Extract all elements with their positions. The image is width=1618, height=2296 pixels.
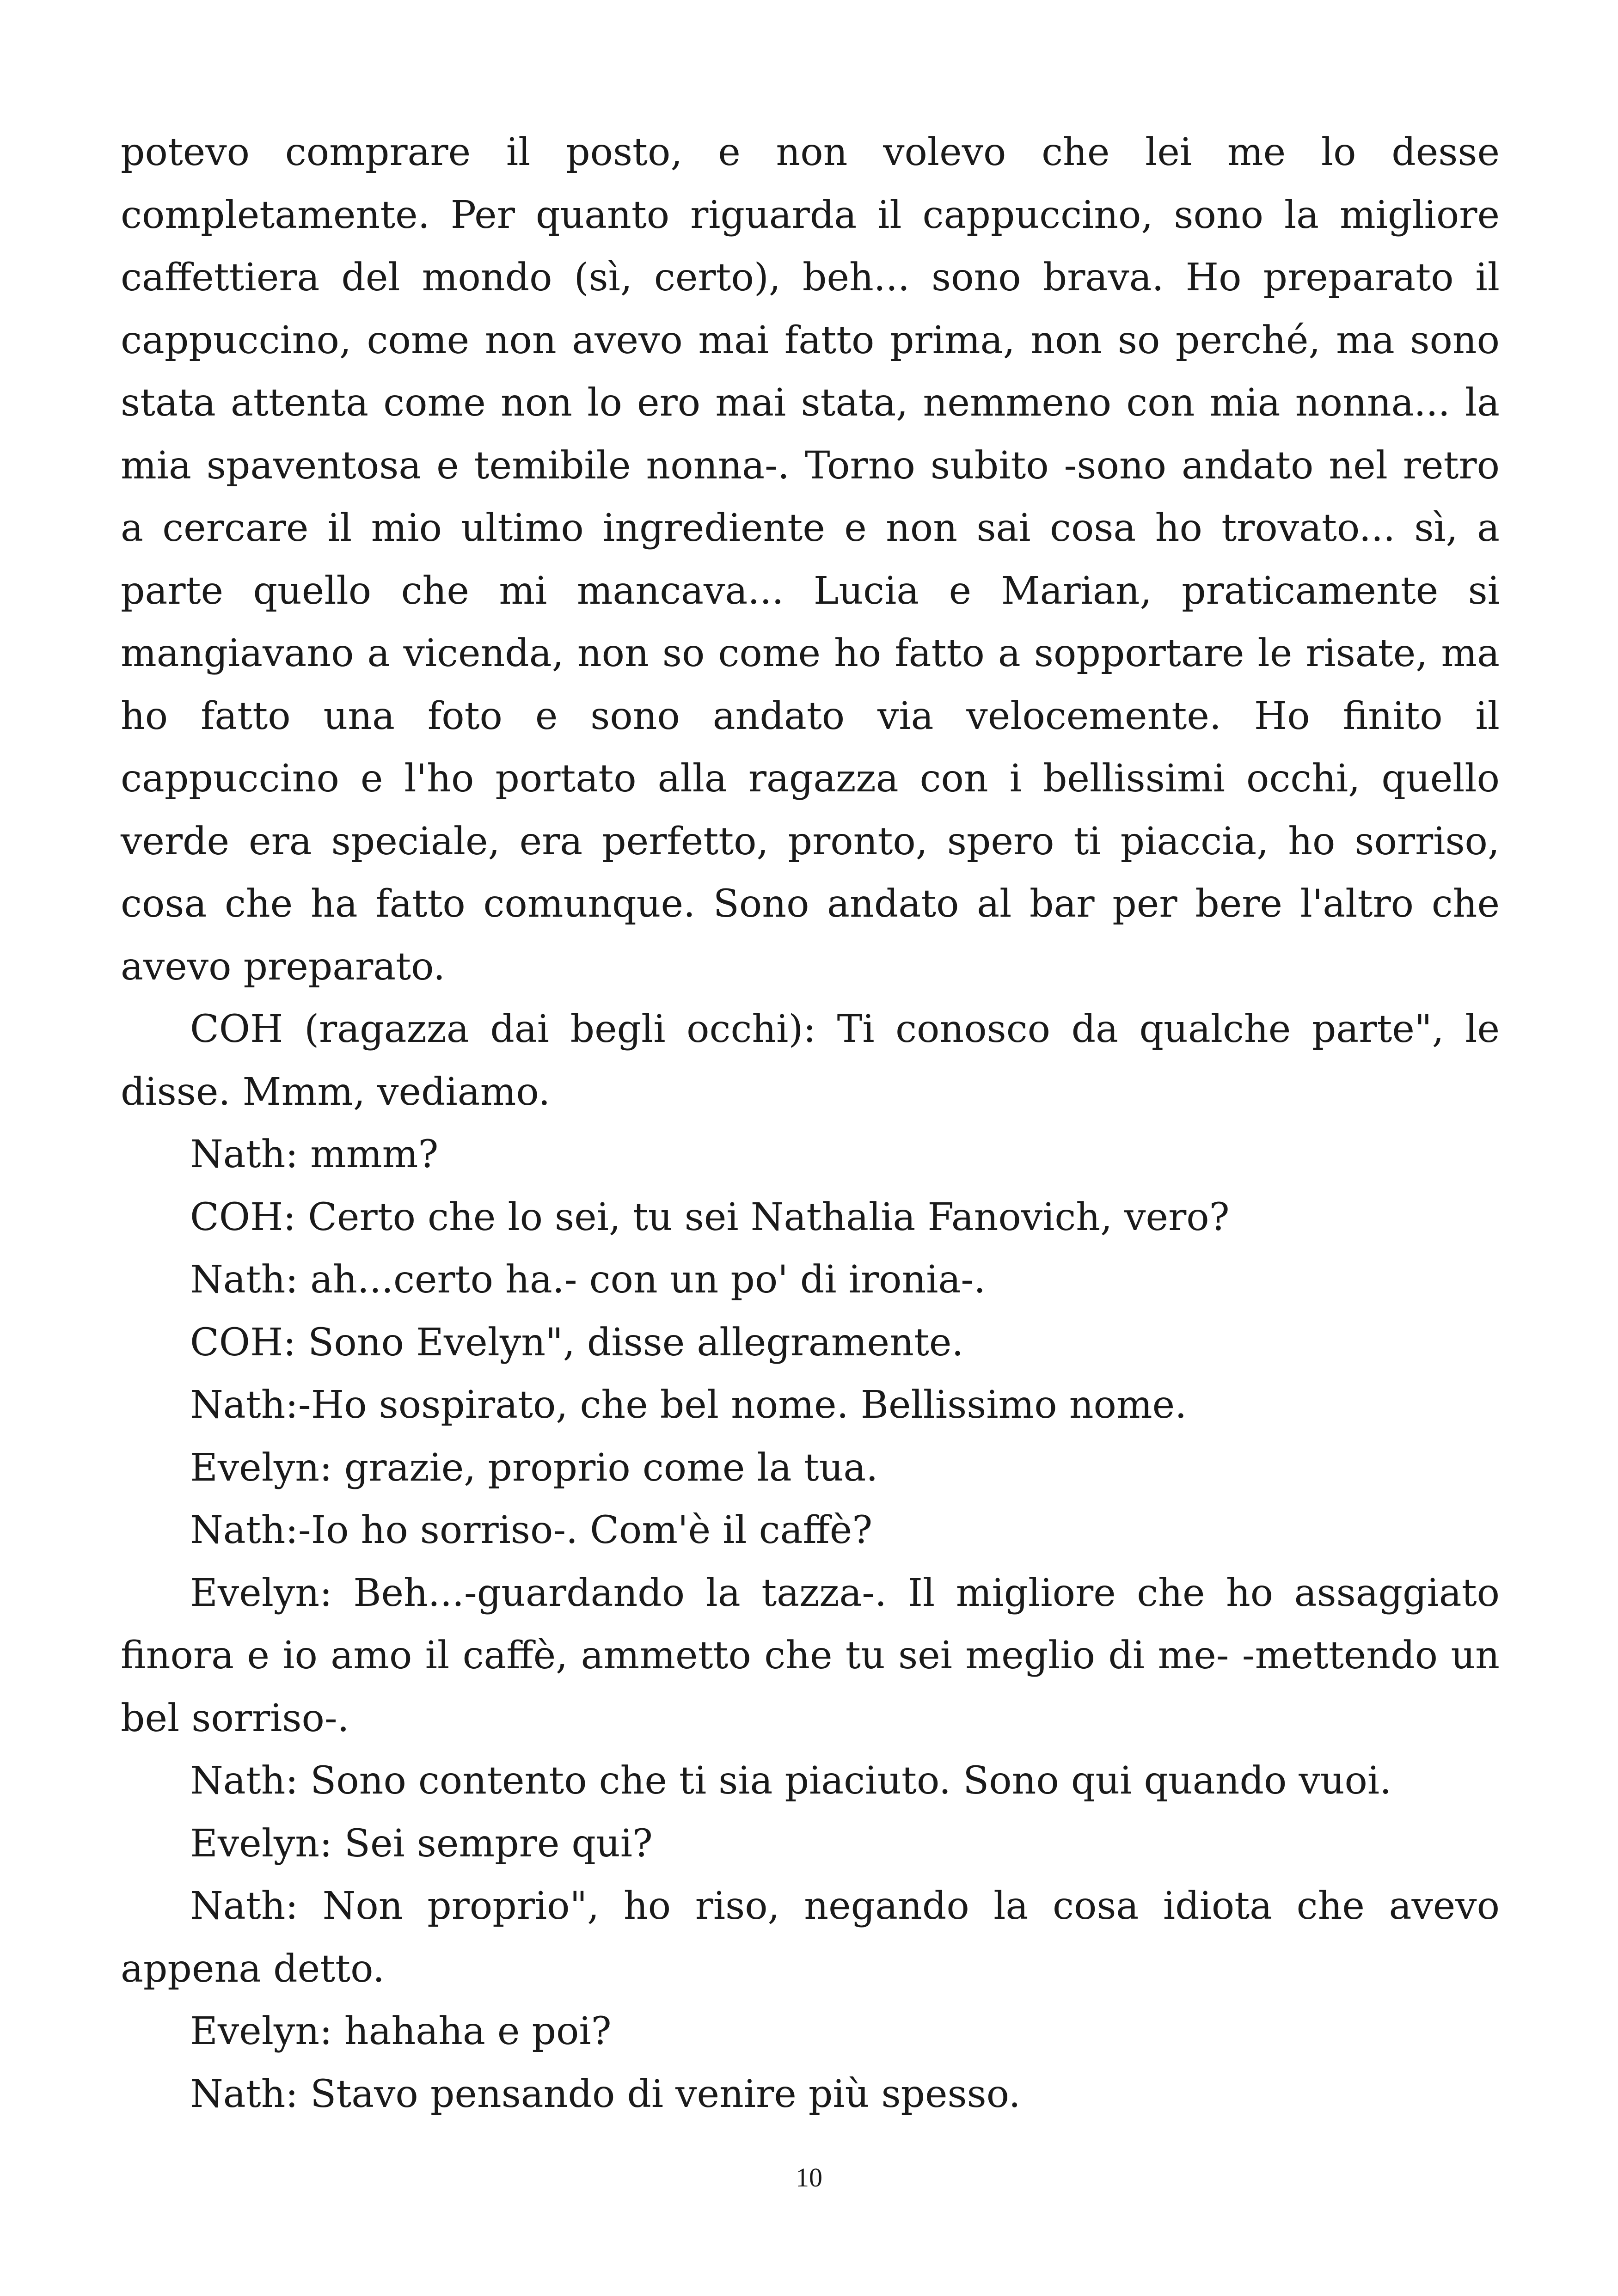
page-number: 10 [796,2162,822,2192]
dialogue-line: Evelyn: hahaha e poi? [190,2009,612,2053]
dialogue-line: Nath: Non proprio", ho riso, negando la cosa idiota che avevo appena detto. [121,1884,1500,1991]
dialogue-line: COH: Certo che lo sei, tu sei Nathalia Fanovich, vero? [190,1195,1230,1239]
dialogue-line: Evelyn: Beh...-guardando la tazza-. Il migliore che ho assaggiato finora e io amo il caffè, ammetto che tu sei meglio di me- -mettendo un bel sorriso-. [121,1571,1500,1740]
dialogue-line: Nath: ah...certo ha.- con un po' di ironia-. [190,1258,986,1302]
dialogue-line: Nath: mmm? [190,1133,439,1176]
dialogue-line: COH: Sono Evelyn", disse allegramente. [190,1320,964,1365]
dialogue-line: Evelyn: Sei sempre qui? [190,1821,653,1866]
dialogue-line: Nath: Stavo pensando di venire più spesso. [190,2072,1021,2116]
dialogue-line: Nath: Sono contento che ti sia piaciuto. Sono qui quando vuoi. [190,1759,1392,1803]
dialogue-line: Nath:-Io ho sorriso-. Com'è il caffè? [190,1508,873,1552]
body-text [121,121,1500,2125]
dialogue-line: Nath:-Ho sospirato, che bel nome. Bellissimo nome. [190,1383,1187,1427]
dialogue-line: Evelyn: grazie, proprio come la tua. [190,1445,878,1490]
dialogue-line: COH (ragazza dai begli occhi): Ti conosco da qualche parte", le disse. Mmm, vediamo. [121,1007,1500,1114]
paragraph-continuation: potevo comprare il posto, e non volevo che lei me lo desse completamente. Per quanto riguarda il cappuccino, sono la migliore caffettiera del mondo (sì, certo), beh... sono brava. Ho preparato il cappuccino, come non avevo mai fatto prima, non so perché, ma sono stata attenta come non lo ero mai stata, nemmeno con mia nonna... la mia spaventosa e temibile nonna-. Torno subito -sono andato nel retro a cercare il mio ultimo ingrediente e non sai cosa ho trovato... sì, a parte quello che mi mancava... Lucia e Marian, praticamente si mangiavano a vicenda, non so come ho fatto a sopportare le risate, ma ho fatto una foto e sono andato via velocemente. Ho finito il cappuccino e l'ho portato alla ragazza con i bellissimi occhi, quello verde era speciale, era perfetto, pronto, spero ti piaccia, ho sorriso, cosa che ha fatto comunque. Sono andato al bar per bere l'altro che avevo preparato. [121,130,1500,989]
